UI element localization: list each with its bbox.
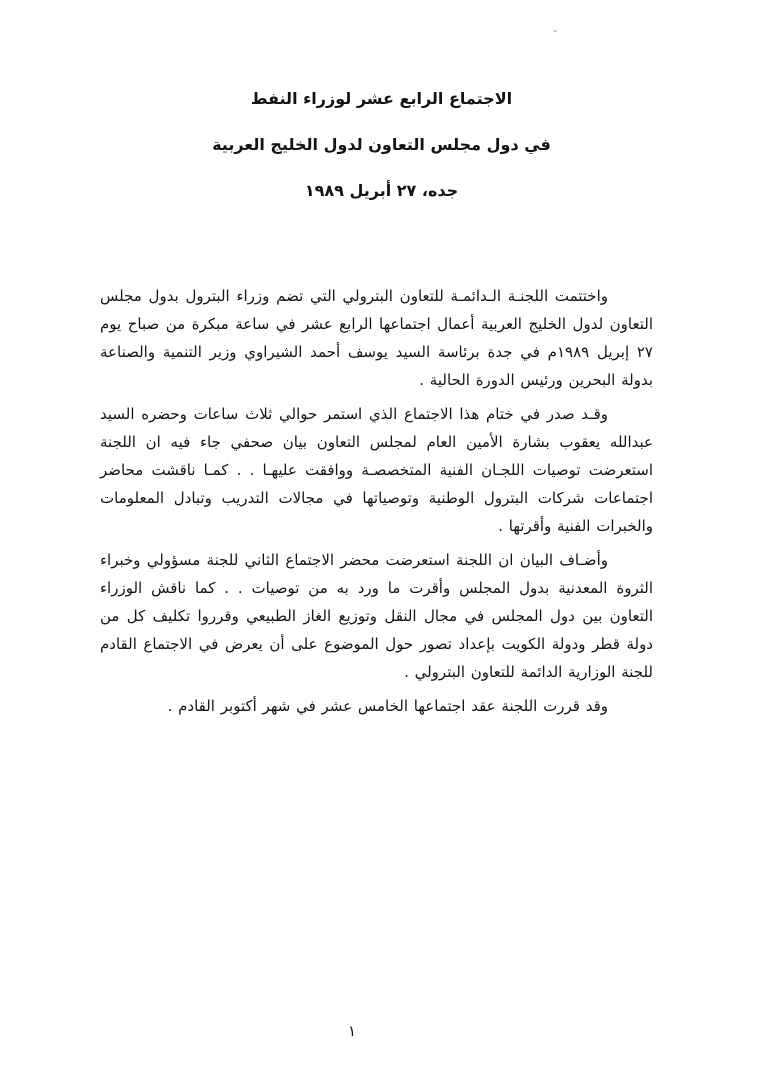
paragraph-opening: واختتمت اللجنـة الـدائمـة للتعاون البترولي التي تضم وزراء البترول بدول مجلس التعاون لدول الخليج العربية أعمال اجتماعها الرابع عشر في ساعة مبكرة من صباح يوم ٢٧ إبريل ١٩٨٩م في جدة برئاسة السيد يوسف أحمد الشيراوي وزير التنمية والصناعة بدولة البحرين ورئيس الدورة الحالية .: [100, 287, 653, 389]
paragraph-second-meeting: وأضـاف البيان ان اللجنة استعرضت محضر الاجتماع الثاني للجنة مسؤولي وخبراء الثروة المعدنية بدول المجلس وأقرت ما ورد به من توصيات . . كما ناقش الوزراء التعاون بين دول المجلس في مجال النقل وتوزيع الغاز الطبيعي وقرروا تكليف كل من دولة قطر ودولة الكويت بإعداد تصور حول الموضوع على أن يعرض في الاجتماع القادم للجنة الوزارية الدائمة للتعاون البترولي .: [100, 551, 653, 681]
document-header: [105, 76, 658, 214]
paragraph-press-statement: وقـد صدر في ختام هذا الاجتماع الذي استمر حوالي ثلاث ساعات وحضره السيد عبدالله يعقوب بشارة الأمين العام لمجلس التعاون بيان صحفي جاء فيه ان اللجنة استعرضت توصيات اللجـان الفنية المتخصصـة ووافقت عليهـا . . كمـا ناقشت محاضر اجتماعات شركات البترول الوطنية وتوصياتها في مجالات التدريب وتبادل المعلومات والخبرات الفنية وأقرتها .: [100, 405, 653, 535]
scan-speck: [553, 30, 557, 32]
document-subtitle: في دول مجلس التعاون لدول الخليج العربية: [212, 135, 551, 154]
page-number: ١: [347, 1022, 357, 1040]
document-date: جده، ٢٧ أبريل ١٩٨٩: [304, 181, 459, 200]
document-title: الاجتماع الرابع عشر لوزراء النفط: [250, 89, 513, 108]
document-body: [100, 282, 653, 726]
paragraph-next-meeting: وقد قررت اللجنة عقد اجتماعها الخامس عشر في شهر أكتوبر القادم .: [167, 697, 608, 715]
